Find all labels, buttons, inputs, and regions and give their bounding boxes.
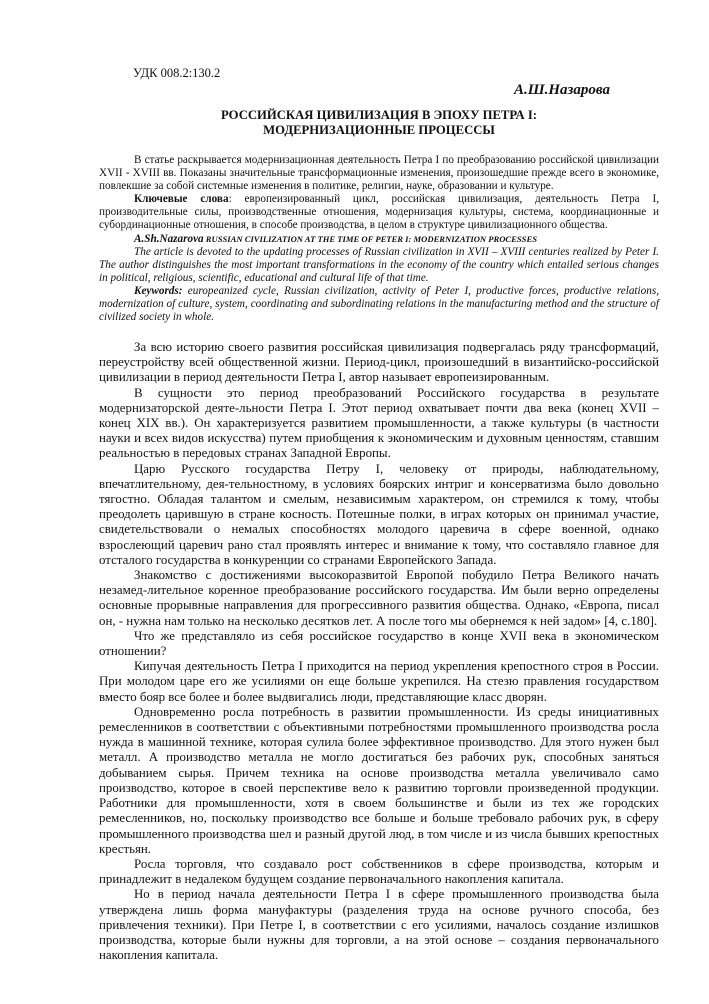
abstract-en: The article is devoted to the updating processes of Russian civilization in XVII – XVIII centuries realized by Peter I. The author distinguishes the most important transformations in the economy of the country which entailed serious changes in political, religious, scientific, educational and cultural life of that time. [99,245,659,284]
keywords-en-label: Keywords: [134,284,183,297]
body-paragraph: Кипучая деятельность Петра I приходится на период укрепления крепостного строя в России. При молодом царе его же усилиями он еще больше укрепился. На стезю правления государством вместо бояр все более и более выдвигались люди, представляющие класс дворян. [99,659,659,704]
keywords-en [99,285,659,324]
body-paragraph: Одновременно росла потребность в развитии промышленности. Из среды инициативных ремесленников в соответствии с объективными потребностями промышленного производства росла нужда в машинной технике, которая сулила более эффективное производство. Для этого нужен был металл. А производство металла не могло достигаться без рабочих рук, способных заняться добыванием сырья. Причем техника на основе производства металла увеличивало само производство, которое в своей перспективе вело к развитию торговли произведенной продукции. Работники для промышленности, хотя в своем большинстве и были из тех же городских ремесленников, но, поскольку производство все больше и больше требовало рабочих рук, в сферу промышленного производства шел и разный другой люд, в том числе и из числа бывших крепостных крестьян. [99,704,659,856]
keywords-ru-label: Ключевые слова [134,193,229,206]
abstract-ru: В статье раскрывается модернизационная деятельность Петра I по преобразованию российской цивилизации XVII - XVIII вв. Показаны значительные трансформационные изменения, произошедшие прежде всего в экономике, повлекшие за собой системные изменения в политике, религии, науке, образовании и культуре. [99,154,659,193]
abstract-en-author: A.Sh.Nazarova [134,232,204,245]
abstract-en-heading [99,233,659,246]
keywords-en-text: europeanized cycle, Russian civilization, activity of Peter I, productive forces, productive relations, modernization of culture, system, coordinating and subordinating relations in the manufacturing method and the structure of civilized society in whole. [99,284,659,324]
body-paragraph: Что же представляло из себя российское государство в конце XVII века в экономическом отношении? [99,628,659,659]
title-line-1: РОССИЙСКАЯ ЦИВИЛИЗАЦИЯ В ЭПОХУ ПЕТРА I: [221,108,537,122]
body-paragraph: Царю Русского государства Петру I, человеку от природы, наблюдательному, впечатлительному, дея-тельностному, в условиях боярских интриг и консерватизма было довольно тягостно. Обладая талантом и смелым, независимым характером, он стремился к тому, чтобы преодолеть царившую в стране косность. Потешные полки, в играх которых он принимал участие, свидетельствовали о немалых способностях молодого царевича в сфере военной, однако взрослеющий царевич рано стал проявлять интерес и внимание к тому, что составляло главное для отсталого государства в конкуренции со странами Европейского Запада. [99,461,659,567]
abstract-en-title: RUSSIAN CIVILIZATION AT THE TIME OF PETER I: MODERNIZATION PROCESSES [203,233,537,244]
body-paragraph: Росла торговля, что создавало рост собственников в сфере производства, которым и принадлежит в недалеком будущем создание первоначального накопления капитала. [99,856,659,887]
body-paragraph: За всю историю своего развития российская цивилизация подвергалась ряду трансформаций, переустройству всей общественной жизни. Период-цикл, произошедший в византийско-российской цивилизации в период деятельности Петра I, автор называет европеизированным. [99,340,659,385]
abstract-block [99,154,659,324]
article-body [99,340,659,963]
title-line-2: МОДЕРНИЗАЦИОННЫЕ ПРОЦЕССЫ [263,123,495,137]
body-paragraph: Но в период начала деятельности Петра I в сфере промышленного производства была утверждена лишь форма мануфактуры (разделения труда на основе ручного способа, без привлечения техники). При Петре I, в соответствии с его усилиями, началось создание излишков производства, которые были нужны для торговли, а на этой основе – создания первоначального накопления капитала. [99,887,659,963]
keywords-ru [99,193,659,232]
udk-code: УДК 008.2:130.2 [133,66,221,80]
article-title [99,108,659,138]
author-name: А.Ш.Назарова [513,82,610,98]
body-paragraph: В сущности это период преобразований Российского государства в результате модернизаторской деяте-льности Петра I. Этот период охватывает почти два века (конец XVII – конец XIX вв.). Он характеризуется развитием промышленности, а также культуры (в частности науки и всех видов искусства) путем приобщения к экономическим и духовным ценностям, ставшим реальностью в передовых странах Западной Европы. [99,385,659,461]
keywords-ru-text: : европеизированный цикл, российская цивилизация, деятельность Петра I, производительные силы, производственные отношения, модернизация культуры, система, координационные и субординационные отношения, в способе производства, в целом в структуре цивилизационного общества. [99,193,659,232]
body-paragraph: Знакомство с достижениями высокоразвитой Европой побудило Петра Великого начать незамед-лительное коренное преобразование российского государства. Им были верно определены основные прорывные направления для прогрессивного развития общества. Однако, «Европа, писал он, - нужна нам только на несколько десятков лет. А после того мы обернемся к ней задом» [4, с.180]. [99,568,659,628]
